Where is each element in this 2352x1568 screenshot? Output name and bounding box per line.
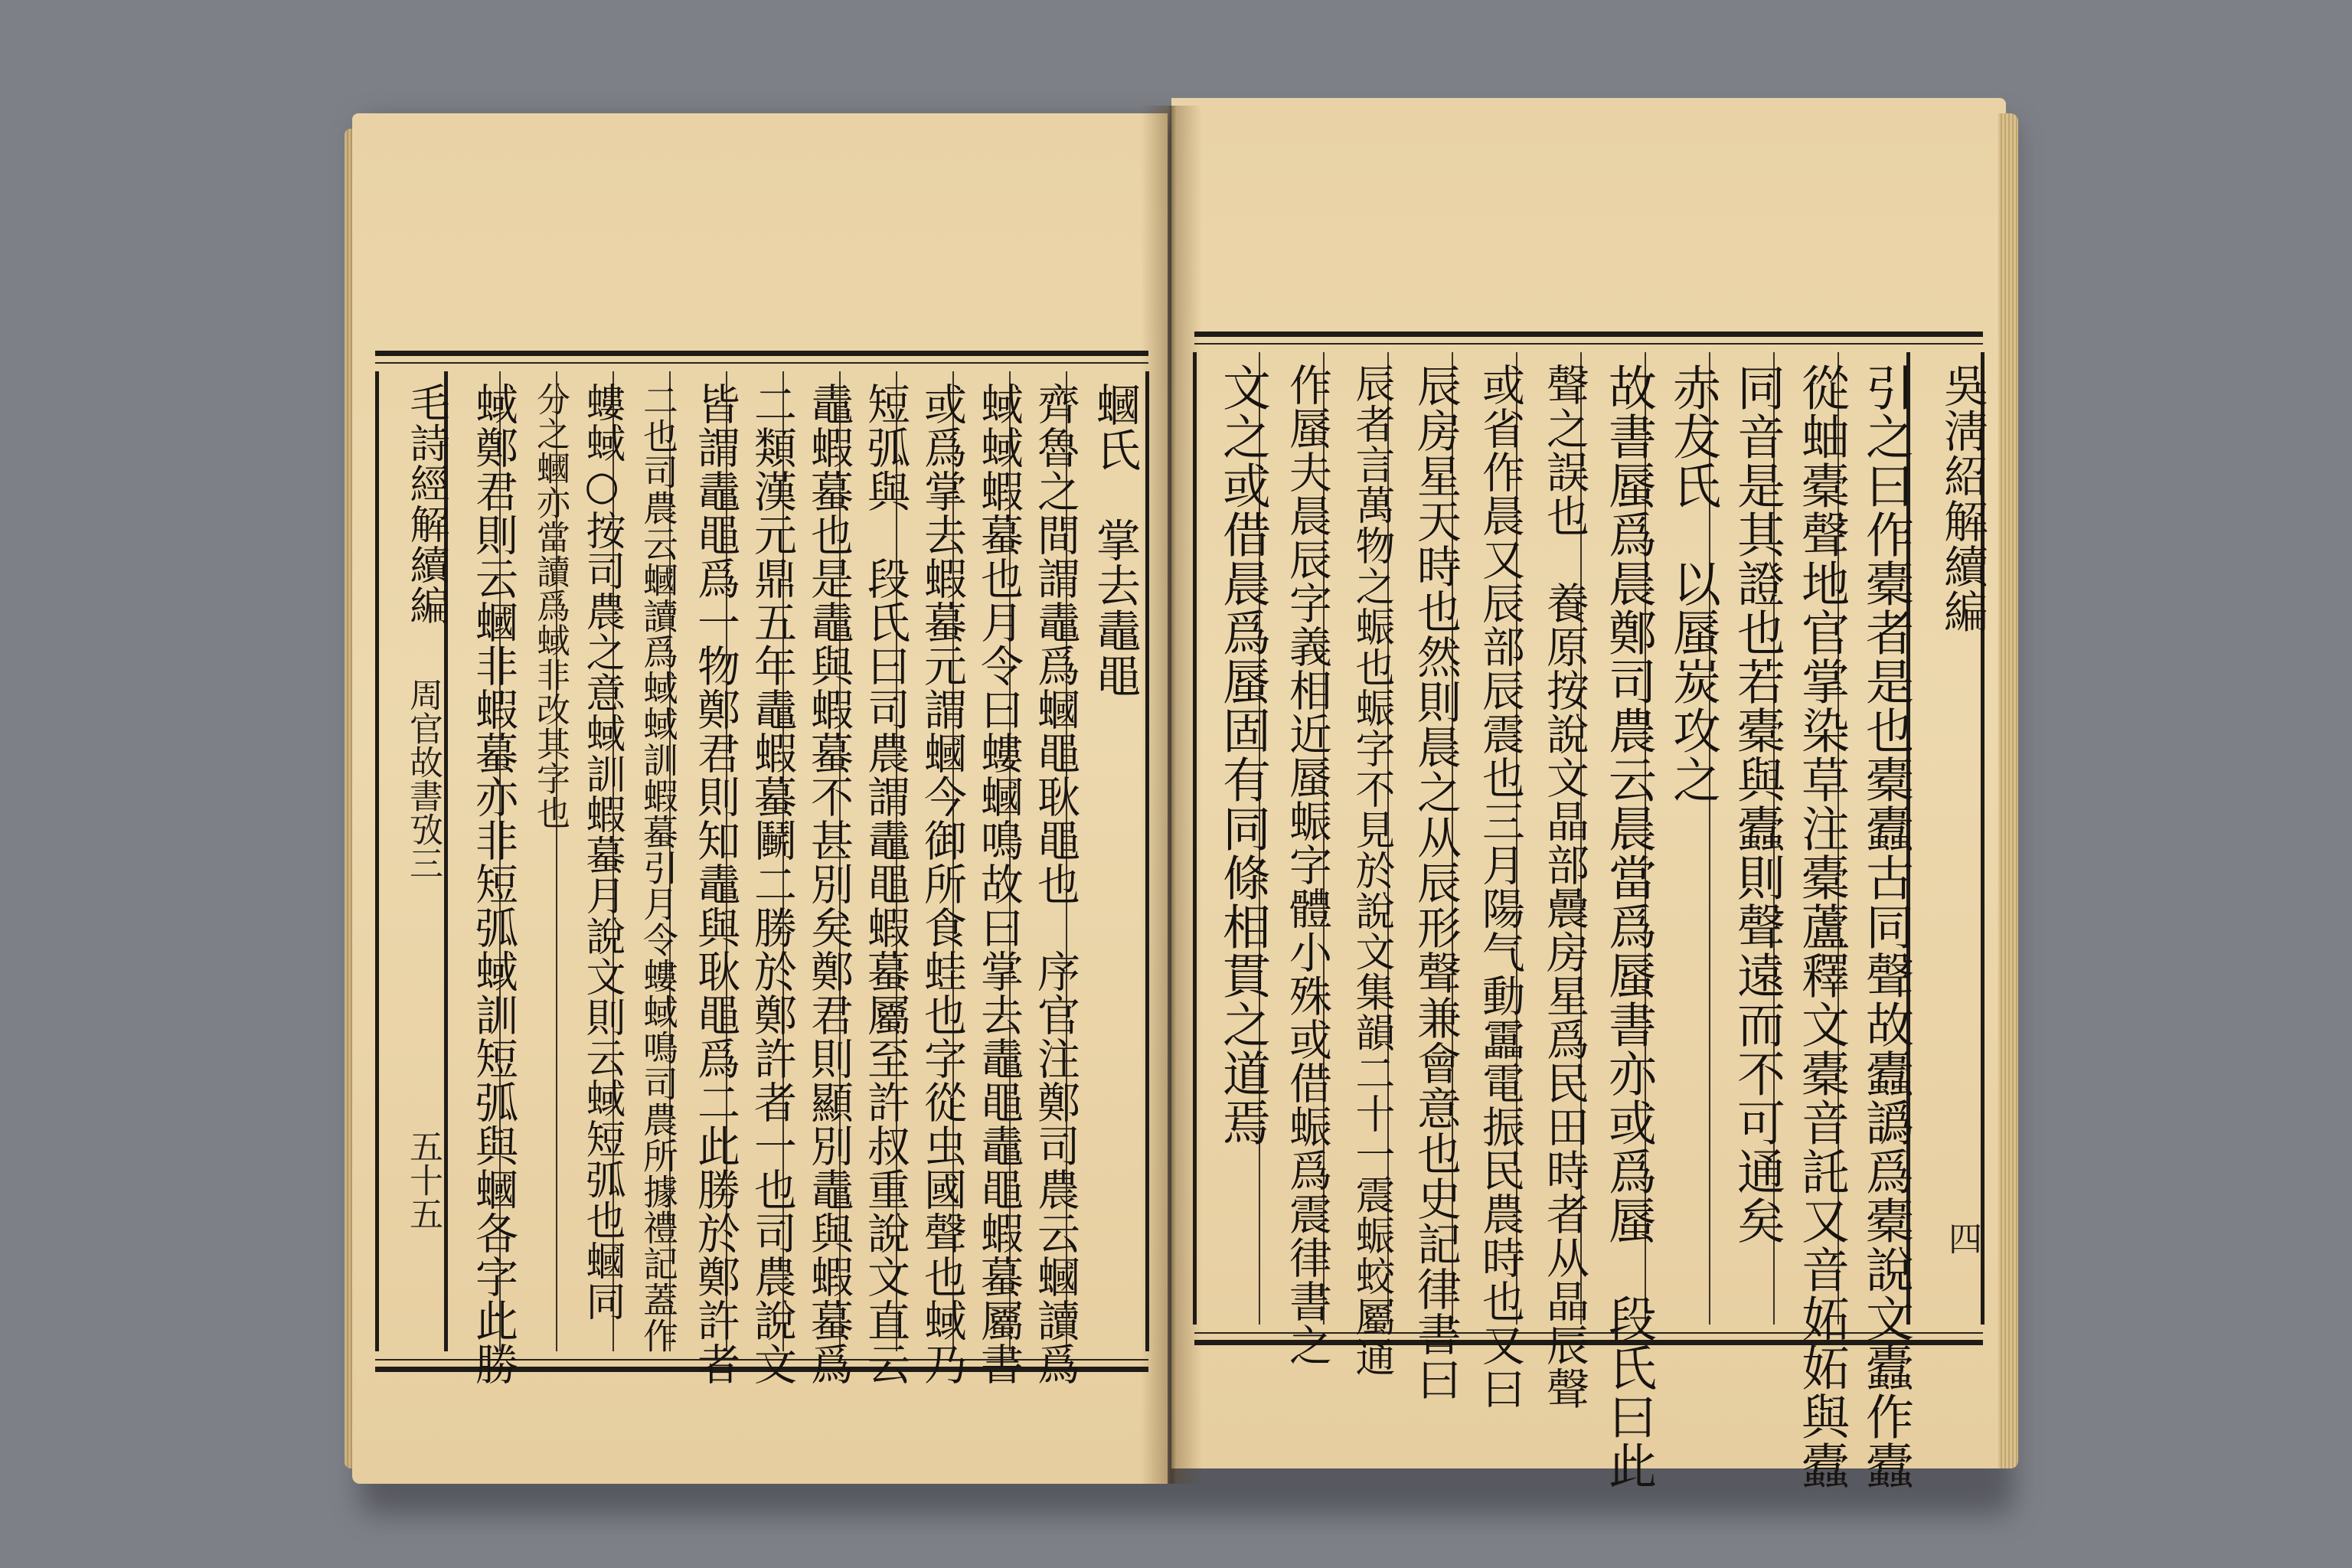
text-column: 二類漢元鼎五年鼃蝦蟇鬭二勝於鄭許者一也司農說文 (747, 382, 797, 1386)
text-column: 故書蜃爲晨鄭司農云晨當爲蜃書亦或爲蜃 段氏曰此 (1601, 363, 1657, 1490)
text-column: 螻蜮○按司農之意蜮訓蝦蟇月說文則云蜮短弧也蟈同 (579, 382, 625, 1321)
left-margin-title: 毛詩經解續編 (403, 382, 449, 626)
text-column: 短弧與 段氏曰司農謂鼃黽蝦蟇屬至許叔重說文直云 (861, 382, 910, 1386)
open-book (345, 98, 2014, 1507)
right-page-frame (1194, 332, 1988, 1490)
right-page-number: 四 (1942, 1221, 1981, 1255)
text-column: 或爲掌去蝦蟇元謂蟈今御所食蛙也字從虫國聲也蜮乃 (917, 382, 967, 1386)
text-column: 二也司農云蟈讀爲蜮蜮訓蝦蟇引月令螻蜮鳴司農所據禮記蓋作 (638, 382, 679, 1354)
text-column: 齊魯之間謂鼃爲蟈黽耿黽也 序官注鄭司農云蟈讀爲 (1031, 382, 1080, 1386)
left-page-number: 五十五 (403, 1129, 443, 1230)
text-column: 蟈氏 掌去鼃黽 (1089, 382, 1141, 698)
text-column: 從蚰橐聲地官掌染草注橐蘆釋文橐音託又音妬妬與蠹 (1794, 363, 1850, 1490)
text-column: 同音是其證也若橐與蠹則聲遠而不可通矣 (1730, 363, 1785, 1245)
text-column: 辰者言萬物之蜄也蜄字不見於說文集韻二十一震蜄蛟屬通 (1348, 363, 1394, 1377)
text-column: 蜮蜮蝦蟇也月令曰螻蟈鳴故曰掌去鼃黽鼃黽蝦蟇屬書 (974, 382, 1024, 1386)
text-column-note: 分之蟈亦當讀爲蜮非改其字也 (531, 382, 570, 830)
text-column: 皆謂鼃黽爲一物鄭君則知鼃與耿黽爲二此勝於鄭許者 (691, 382, 740, 1386)
text-column: 聲之誤也 養原按說文晶部曟房星爲民田時者从晶辰聲 (1540, 363, 1589, 1410)
left-page-frame (375, 351, 1148, 1386)
text-column: 赤犮氏 以蜃炭攻之 (1665, 363, 1721, 804)
right-page-edge (1998, 113, 2018, 1468)
text-column: 蜮鄭君則云蟈非蝦蟇亦非短弧蜮訓短弧與蟈各字此勝 (469, 382, 518, 1386)
text-column: 鼃蝦蟇也是鼃與蝦蟇不甚別矣鄭君則顯別鼃與蝦蟇爲 (804, 382, 854, 1386)
text-column: 辰房星天時也然則晨之从辰形聲兼會意也史記律書曰 (1410, 363, 1462, 1402)
text-column: 引之曰作橐者是也橐蠹古同聲故蠹譌爲橐說文蠹作蠹 (1858, 363, 1914, 1490)
text-column: 或省作晨又辰部辰震也三月陽气動靁電振民農時也又曰 (1475, 363, 1525, 1410)
text-column: 作蜃夫晨辰字義相近蜃蜄字體小殊或借蜄爲震律書之 (1282, 363, 1332, 1367)
text-column: 文之或借晨爲蜃固有同條相貫之道焉 (1215, 363, 1271, 1147)
right-header-column: 吳淸紹解續編 (1936, 363, 1988, 634)
left-section-tab: 周官故書攷三 (403, 678, 443, 880)
